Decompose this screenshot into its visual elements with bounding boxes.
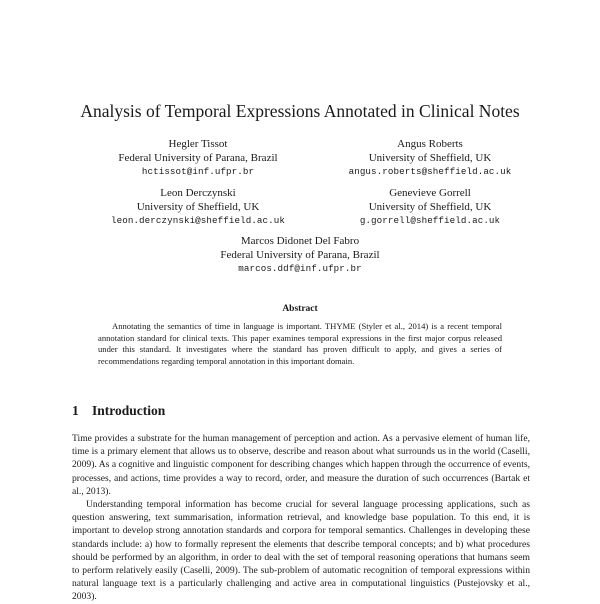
author-affiliation: Federal University of Parana, Brazil: [118, 152, 278, 164]
author-email: g.gorrell@sheffield.ac.uk: [359, 215, 501, 226]
author-affiliation: University of Sheffield, UK: [136, 201, 260, 213]
author-affiliation: University of Sheffield, UK: [368, 152, 492, 164]
author-name: Hegler Tissot: [168, 138, 228, 150]
author-block: [300, 137, 560, 179]
section-title: Introduction: [92, 403, 166, 418]
paragraph: Time provides a substrate for the human management of perception and action. As a pervasive element of human life, time is a primary element that allows us to observe, describe and reason about what surrounds us in the world (Caselli, 2009). As a cognitive and linguistic component for describing changes which happen through the occurrence of events, processes, and actions, time provides a way to record, order, and measure the duration of such occurrences (Bartak et al., 2013).: [72, 433, 530, 497]
body-text: [72, 432, 530, 604]
section-number: 1: [72, 403, 79, 418]
section-heading: [72, 403, 165, 419]
author-name: Marcos Didonet Del Fabro: [240, 235, 360, 247]
paper-title: Analysis of Temporal Expressions Annotated in Clinical Notes: [80, 101, 520, 121]
author-block: [68, 137, 328, 179]
author-block: [170, 234, 430, 276]
abstract-heading: Abstract: [282, 304, 318, 314]
author-email: hctissot@inf.ufpr.br: [141, 166, 255, 177]
abstract-text: Annotating the semantics of time in language is important. THYME (Styler et al., 2014) is a recent temporal annotation standard for clinical texts. This paper examines temporal expressions in the first major corpus released under this standard. It investigates where the standard has proven difficult to apply, and gives a series of recommendations regarding temporal annotation in this important domain.: [98, 321, 502, 366]
paragraph: Understanding temporal information has become crucial for several language processing applications, such as question answering, text summarisation, information retrieval, and knowledge base population. To this end, it is important to develop strong annotation standards and corpora for temporal semantics. Challenges in developing these standards include: a) how to formally represent the elements that describe temporal concepts; and b) what procedures should be performed by an algorithm, in order to deal with the set of temporal reasoning operations that humans seem to perform relatively easily (Caselli, 2009). The sub-problem of automatic recognition of temporal expressions within natural language text is a particularly challenging and active area in computational linguistics (Pustejovsky et al., 2003).: [72, 499, 530, 603]
author-block: [68, 186, 328, 228]
author-name: Angus Roberts: [397, 138, 463, 150]
author-email: leon.derczynski@sheffield.ac.uk: [110, 215, 285, 226]
author-email: marcos.ddf@inf.ufpr.br: [238, 263, 362, 274]
author-email: angus.roberts@sheffield.ac.uk: [348, 166, 512, 177]
author-name: Leon Derczynski: [160, 187, 236, 199]
author-name: Genevieve Gorrell: [389, 187, 471, 199]
author-affiliation: Federal University of Parana, Brazil: [220, 249, 380, 261]
author-block: [300, 186, 560, 228]
author-affiliation: University of Sheffield, UK: [368, 201, 492, 213]
